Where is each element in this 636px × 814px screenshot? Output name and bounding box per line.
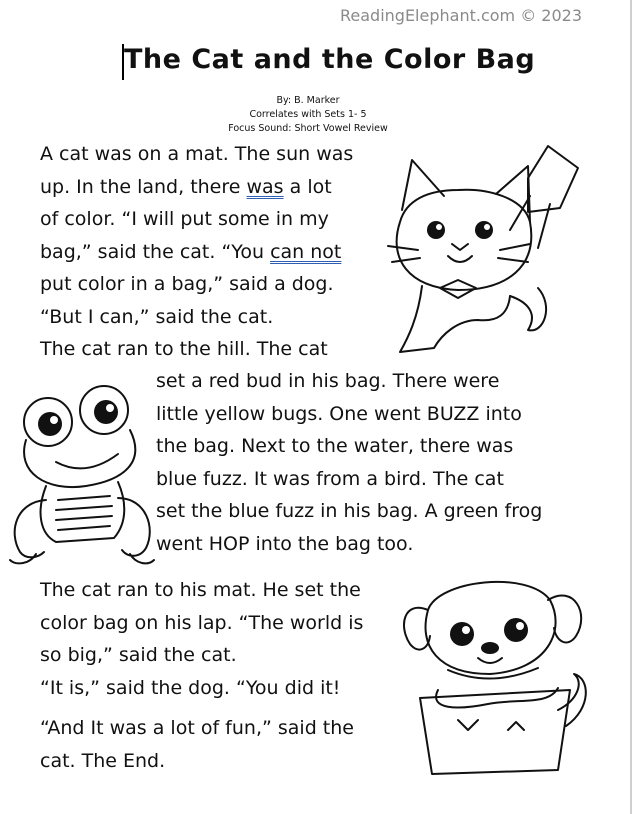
frog-pupil bbox=[38, 412, 62, 436]
text-span: a lot bbox=[283, 175, 332, 198]
text-line: The cat ran to his mat. He set the bbox=[40, 579, 361, 601]
cat-ear-left bbox=[402, 160, 444, 210]
eye-highlight bbox=[516, 622, 524, 630]
bag-decorations bbox=[458, 720, 524, 730]
dog-tail bbox=[558, 674, 586, 726]
underlined-word[interactable]: was bbox=[246, 175, 284, 198]
copyright-notice: ReadingElephant.com © 2023 bbox=[340, 6, 583, 25]
text-line: put color in a bag,” said a dog. bbox=[40, 273, 334, 295]
cat-head bbox=[397, 190, 532, 290]
text-line: The cat ran to the hill. The cat bbox=[40, 338, 328, 360]
eye-highlight bbox=[106, 404, 114, 412]
text-line: the bag. Next to the water, there was bbox=[156, 435, 514, 457]
text-line: color bag on his lap. “The world is bbox=[40, 611, 364, 634]
text-line: of color. “I will put some in my bbox=[40, 208, 329, 230]
page-edge bbox=[630, 0, 632, 814]
bag-outline bbox=[528, 146, 578, 212]
text-line: A cat was on a mat. The sun was bbox=[40, 143, 354, 165]
cat-eye-right bbox=[475, 221, 493, 239]
frog-pupil bbox=[94, 400, 118, 424]
text-line: set the blue fuzz in his bag. A green frog bbox=[156, 500, 543, 522]
cat-mouth bbox=[448, 244, 472, 262]
paragraph-4 bbox=[40, 717, 354, 782]
eye-highlight bbox=[462, 626, 470, 634]
eye-highlight bbox=[50, 416, 58, 424]
text-line: so big,” said the cat. bbox=[40, 644, 237, 666]
dog-eye-right bbox=[504, 618, 528, 642]
frog-stripes bbox=[56, 496, 112, 530]
correlates-line: Correlates with Sets 1- 5 bbox=[249, 109, 367, 120]
puppy-with-bag-illustration bbox=[398, 570, 594, 780]
eye-highlight bbox=[484, 224, 490, 230]
frog-mouth bbox=[56, 454, 118, 468]
paragraph-2 bbox=[156, 370, 542, 565]
cat-eye-left bbox=[427, 221, 445, 239]
paragraph-3 bbox=[40, 579, 363, 709]
cat-tail bbox=[510, 288, 546, 330]
cat-with-bag-illustration bbox=[378, 138, 578, 360]
text-line: “And It was a lot of fun,” said the bbox=[40, 717, 354, 739]
paragraph-2-first-line bbox=[40, 338, 328, 371]
underlined-word[interactable]: can not bbox=[270, 240, 342, 263]
frog-body bbox=[41, 482, 125, 542]
dog-mouth bbox=[478, 658, 502, 663]
text-line: “But I can,” said the cat. bbox=[40, 305, 274, 328]
text-line bbox=[40, 176, 353, 209]
text-line: set a red bud in his bag. There were bbox=[156, 370, 500, 392]
paragraph-1 bbox=[40, 143, 353, 338]
text-span: up. In the land, there bbox=[40, 175, 247, 198]
text-line bbox=[40, 241, 353, 274]
frog-head bbox=[24, 430, 135, 487]
story-meta bbox=[200, 94, 416, 136]
story-title[interactable]: The Cat and the Color Bag bbox=[124, 44, 536, 75]
dog-eye-left bbox=[450, 622, 474, 646]
text-line: went HOP into the bag too. bbox=[156, 532, 414, 555]
text-line: cat. The End. bbox=[40, 749, 166, 772]
cat-ear-right bbox=[496, 166, 530, 222]
text-line: blue fuzz. It was from a bird. The cat bbox=[156, 467, 504, 490]
frog-illustration bbox=[6, 382, 156, 570]
dog-nose bbox=[481, 642, 499, 654]
text-line: “It is,” said the dog. “You did it! bbox=[40, 676, 341, 699]
focus-sound-line: Focus Sound: Short Vowel Review bbox=[228, 123, 388, 134]
eye-highlight bbox=[436, 224, 442, 230]
dog-head bbox=[426, 582, 556, 674]
cat-whiskers bbox=[388, 244, 530, 262]
text-span: bag,” said the cat. “You bbox=[40, 240, 271, 263]
author-line: By: B. Marker bbox=[276, 95, 340, 106]
text-line: little yellow bugs. One went BUZZ into bbox=[156, 402, 522, 425]
